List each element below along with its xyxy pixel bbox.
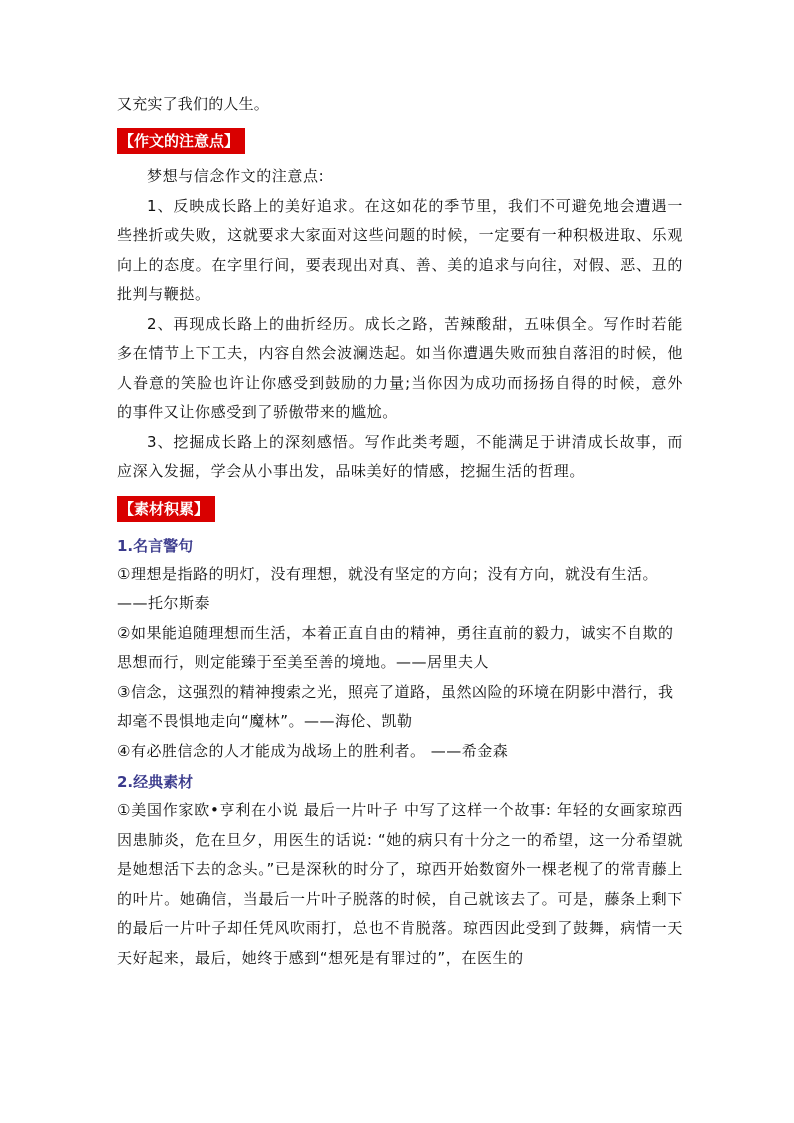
subheading-quotes: 1.名言警句 (117, 536, 194, 555)
intro-line: 又充实了我们的人生。 (117, 95, 270, 113)
quote-1: ①理想是指路的明灯，没有理想，就没有坚定的方向；没有方向，就没有生活。——托尔斯泰 (117, 564, 658, 612)
story-paragraph: ①美国作家欧•亨利在小说 最后一片叶子 中写了这样一个故事: 年轻的女画家琼西因患肺炎，危在旦夕，用医生的话说: “她的病只有十分之一的希望，这一分希望就是她想活下去的念头。”已是深秋的时分了，琼西开始数窗外一棵老枧了的常青藤上的叶片。她确信，当最后一片叶子脱落的时候，自己就该去了。可是，藤条上剩下的最后一片叶子却任凭风吹雨打，总也不肯脱落。琼西因此受到了鼓舞，病情一天天好起来，最后，她终于感到“想死是有罪过的”，在医生的 (117, 801, 683, 967)
quote-2: ②如果能追随理想而生活，本着正直自由的精神，勇往直前的毅力，诚实不自欺的思想而行，则定能臻于至美至善的境地。——居里夫人 (117, 623, 674, 671)
notes-lead: 梦想与信念作文的注意点: (147, 167, 325, 185)
section-heading-materials: 【素材积累】 (117, 496, 215, 522)
notes-point-1: 1、反映成长路上的美好追求。在这如花的季节里，我们不可避免地会遭遇一些挫折或失败，这就要求大家面对这些问题的时候，一定要有一种积极进取、乐观向上的态度。在字里行间，要表现出对真、善、美的追求与向往，对假、恶、丑的批判与鞭挞。 (117, 196, 683, 303)
subheading-classic-materials: 2.经典素材 (117, 773, 194, 791)
notes-point-3: 3、挖掘成长路上的深刻感悟。写作此类考题，不能满足于讲清成长故事，而应深入发掘，学会从小事出发，品味美好的情感，挖掘生活的哲理。 (117, 432, 683, 480)
document-body (117, 90, 683, 973)
notes-point-2: 2、再现成长路上的曲折经历。成长之路，苦辣酸甜，五味俱全。写作时若能多在情节上下工夫，内容自然会波澜迭起。如当你遭遇失败而独自落泪的时候，他人眷意的笑脸也许让你感受到鼓励的力量;当你因为成功而扬扬自得的时候，意外的事件又让你感受到了骄傲带来的尴尬。 (117, 314, 683, 421)
quote-3: ③信念，这强烈的精神搜索之光，照亮了道路，虽然凶险的环境在阴影中潜行，我却毫不畏惧地走向“魔林”。——海伦、凯勒 (117, 682, 674, 730)
quote-4: ④有必胜信念的人才能成为战场上的胜利者。 ——希金森 (117, 741, 509, 760)
section-heading-notes: 【作文的注意点】 (117, 128, 245, 154)
